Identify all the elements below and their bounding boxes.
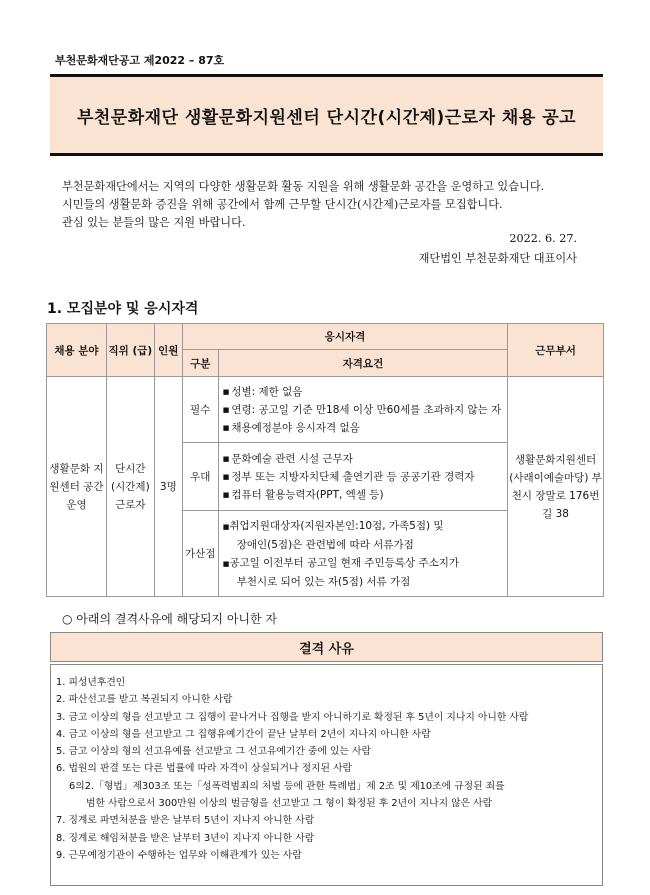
header-qualification: 응시자격 (182, 324, 507, 350)
bonus-items: ■취업지원대상자(지원자본인:10점, 가족5점) 및 장애인(5점)은 관련법에 따라 서류가점 ■공고일 이전부터 공고일 현재 주민등록상 주소지가 부천시로 되어 있는 자(5점) 서류 가점 (218, 511, 507, 597)
intro-paragraph (62, 178, 602, 232)
recruitment-table (46, 323, 604, 597)
list-item: 3. 금고 이상의 형을 선고받고 그 집행이 끝나거나 집행을 받지 아니하기로 확정된 후 5년이 지나지 아니한 사람 (56, 711, 529, 723)
label-required: 필수 (182, 377, 218, 443)
header-position: 직위 (급) (106, 324, 154, 377)
cell-position: 단시간 (시간제) 근로자 (106, 377, 154, 597)
list-item: 4. 금고 이상의 형을 선고받고 그 집행유예기간이 끝난 날부터 2년이 지나지 아니한 사람 (56, 728, 431, 740)
cell-field: 생활문화 지원센터 공간운영 (47, 377, 107, 597)
title-banner (50, 74, 603, 156)
label-bonus: 가산점 (182, 511, 218, 597)
intro-line: 시민들의 생활문화 증진을 위해 공간에서 함께 근무할 단시간(시간제)근로자를 모집합니다. (62, 198, 503, 211)
required-item: ■ 채용예정분야 응시자격 없음 (223, 419, 507, 437)
cell-headcount: 3명 (154, 377, 182, 597)
required-item: ■ 성별: 제한 없음 (223, 383, 507, 401)
header-field: 채용 분야 (47, 324, 107, 377)
list-item: 5. 금고 이상의 형의 선고유예를 선고받고 그 선고유예기간 중에 있는 사람 (56, 746, 371, 758)
header-category: 구분 (182, 350, 218, 377)
required-items (218, 377, 507, 443)
preferred-items (218, 443, 507, 511)
notice-number: 부천문화재단공고 제2022 – 87호 (55, 54, 225, 67)
label-preferred: 우대 (182, 443, 218, 511)
bonus-item: 장애인(5점)은 관련법에 따라 서류가점 (236, 538, 414, 551)
list-item: 6의2.「형법」제303조 또는「성폭력범죄의 처벌 등에 관한 특례법」제 2조 및 제10조에 규정된 죄를 (69, 780, 505, 792)
preferred-item: ■ 문화예술 관련 시설 근무자 (223, 450, 507, 468)
bonus-item: 취업지원대상자(지원자본인:10점, 가족5점) 및 (229, 519, 444, 532)
list-item: 7. 징계로 파면처분을 받은 날부터 5년이 지나지 아니한 사람 (56, 815, 315, 827)
header-department: 근무부서 (508, 324, 604, 377)
preferred-item: ■ 정부 또는 지방자치단체 출연기관 등 공공기관 경력자 (223, 468, 507, 486)
disqualification-intro: ○ 아래의 결격사유에 해당되지 아니한 자 (62, 612, 278, 626)
list-item: 1. 피성년후견인 (56, 677, 126, 688)
list-item: 8. 징계로 해임처분을 받은 날부터 3년이 지나지 아니한 사람 (56, 832, 315, 844)
list-item: 2. 파산선고를 받고 복권되지 아니한 사람 (56, 694, 233, 706)
cell-department: 생활문화지원센터 (사래이예술마당) 부천시 장말로 176번길 38 (508, 377, 604, 597)
list-item: 6. 법원의 판결 또는 다른 법률에 따라 자격이 상실되거나 정지된 사람 (56, 763, 353, 775)
list-item: 9. 근무예정기관이 수행하는 업무와 이해관계가 있는 사람 (56, 849, 302, 861)
section-title: 1. 모집분야 및 응시자격 (47, 301, 199, 317)
organization-name: 재단법인 부천문화재단 대표이사 (418, 252, 577, 265)
list-item: 범한 사람으로서 300만원 이상의 벌금형을 선고받고 그 형이 확정된 후 2년이 지나지 않은 사람 (86, 798, 493, 810)
intro-line: 부천문화재단에서는 지역의 다양한 생활문화 활동 지원을 위해 생활문화 공간을 운영하고 있습니다. (62, 180, 545, 193)
disqualification-title: 결격 사유 (50, 632, 603, 662)
intro-line: 관심 있는 분들의 많은 지원 바랍니다. (62, 216, 246, 229)
header-requirements: 자격요건 (218, 350, 507, 377)
header-headcount: 인원 (154, 324, 182, 377)
page-title: 부천문화재단 생활문화지원센터 단시간(시간제)근로자 채용 공고 (76, 107, 577, 128)
notice-date: 2022. 6. 27. (509, 232, 577, 245)
required-item: ■ 연령: 공고일 기준 만18세 이상 만60세를 초과하지 않는 자 (223, 401, 507, 419)
bonus-item: 부천시로 되어 있는 자(5점) 서류 가점 (236, 575, 411, 588)
bonus-item: 공고일 이전부터 공고일 현재 주민등록상 주소지가 (229, 556, 460, 569)
preferred-item: ■ 컴퓨터 활용능력자(PPT, 엑셀 등) (223, 486, 507, 504)
disqualification-list (50, 664, 603, 886)
